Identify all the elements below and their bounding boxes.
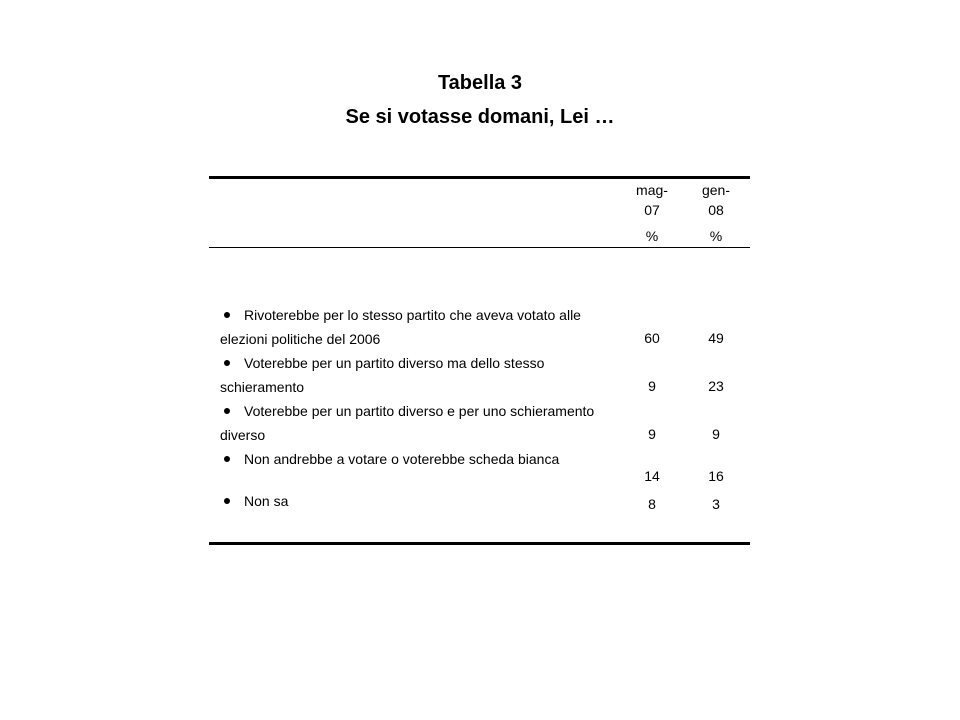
- bullet-icon: [224, 498, 230, 504]
- bullet-icon: [224, 312, 230, 318]
- column-header-may-07: [632, 180, 672, 220]
- column-header-line: gen-: [701, 182, 731, 198]
- table-cell: 23: [708, 378, 724, 394]
- column-unit: %: [645, 228, 659, 244]
- table-subtitle: Se si votasse domani, Lei …: [345, 106, 615, 128]
- row-label-text: Voterebbe per un partito diverso e per uno schieramento diverso: [220, 403, 595, 443]
- table-cell: 9: [648, 426, 656, 442]
- table-title: Tabella 3: [437, 72, 523, 94]
- bullet-icon: [224, 456, 230, 462]
- column-unit: %: [709, 228, 723, 244]
- row-label-text: Non andrebbe a votare o voterebbe scheda bianca: [244, 451, 560, 467]
- row-label: [220, 351, 615, 399]
- bottom-rule: [209, 542, 750, 545]
- top-rule: [209, 176, 750, 179]
- row-label-text: Voterebbe per un partito diverso ma dello stesso schieramento: [220, 355, 545, 395]
- column-header-line: mag-: [636, 182, 668, 198]
- row-label: [220, 489, 615, 513]
- column-header-line: 07: [644, 202, 660, 218]
- table-cell: 16: [708, 468, 724, 484]
- row-label-text: Rivoterebbe per lo stesso partito che aveva votato alle elezioni politiche del 2006: [220, 307, 581, 347]
- column-header-line: 08: [708, 202, 724, 218]
- table-cell: 9: [712, 426, 720, 442]
- row-label-text: Non sa: [244, 493, 289, 509]
- table-cell: 3: [712, 496, 720, 512]
- table-cell: 49: [708, 330, 724, 346]
- table-cell: 8: [648, 496, 656, 512]
- bullet-icon: [224, 360, 230, 366]
- table-cell: 9: [648, 378, 656, 394]
- row-label: [220, 399, 615, 447]
- bullet-icon: [224, 408, 230, 414]
- row-label: [220, 447, 615, 471]
- table-cell: 14: [644, 468, 660, 484]
- row-label: [220, 303, 615, 351]
- header-rule: [209, 247, 750, 248]
- table-cell: 60: [644, 330, 660, 346]
- column-header-jan-08: [696, 180, 736, 220]
